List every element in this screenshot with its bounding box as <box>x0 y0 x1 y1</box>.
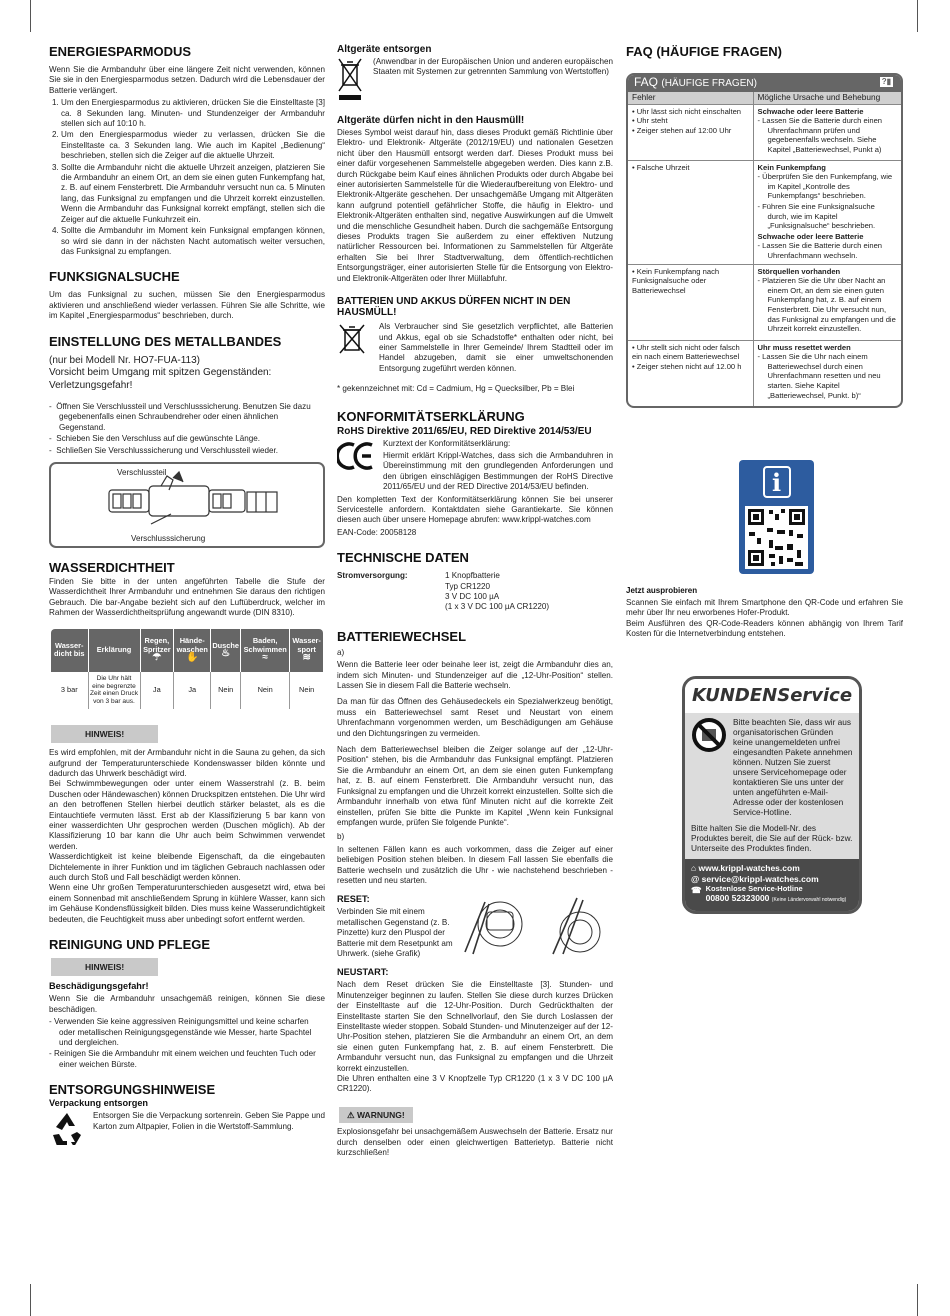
faq-error: • Zeiger stehen nicht auf 12.00 h <box>632 361 742 371</box>
td-bar: 3 bar <box>50 672 88 710</box>
customer-service-contacts <box>685 859 859 914</box>
column-middle <box>337 44 613 1160</box>
td-dusche: Nein <box>211 672 241 710</box>
konf-row <box>337 439 613 495</box>
faq-table <box>628 92 901 406</box>
qr-section <box>626 585 903 642</box>
tech-line: 1 Knopfbatterie <box>445 571 500 581</box>
crossed-battery-bin-icon <box>337 322 367 356</box>
faq-col-ursache: Mögliche Ursache und Behebung <box>753 92 901 104</box>
faq-cause-title: Schwache oder leere Batterie <box>757 106 864 116</box>
faq-cause: - Lassen Sie die Uhr nach einem Batteriewechsel durch einen Uhrenfachmann resetten und neu starten. Siehe Kapitel „Batteriewechsel, Punkt. b)“ <box>757 352 881 400</box>
bw-text4: In seltenen Fällen kann es auch vorkommen, dass die Zeiger auf einer beliebigen Position stehen bleiben. In diesem Fall lassen Sie ebenfalls die Batterie wechseln und zusätzlich die Uhr - wie nachstehend beschrieben - resetten und neu starten. <box>337 844 613 885</box>
pack-title: Verpackung entsorgen <box>49 1098 149 1109</box>
th-wasserdicht: Wasser-dicht bis <box>50 628 88 672</box>
th-wassersport: Wasser-sport ≋ <box>290 628 324 672</box>
faq-cause: - Überprüfen Sie den Funkempfang, wie im Kapitel „Kontrolle des Funkempfangs“ beschrieben. - Führen Sie eine Funksignalsuche durch, wie im Kapitel „Funksignalsuche“ beschrieben. <box>757 172 893 231</box>
battery-title: BATTERIEN UND AKKUS DÜRFEN NICHT IN DEN HAUSMÜLL! <box>337 296 571 319</box>
faq-box-header: FAQ (HÄUFIGE FRAGEN) ?▮ <box>628 75 901 92</box>
td-regen: Ja <box>140 672 174 710</box>
faq-row <box>628 340 901 406</box>
old-row <box>337 57 613 101</box>
battery-note: * gekennzeichnet mit: Cd = Cadmium, Hg = Quecksilber, Pb = Blei <box>337 384 575 394</box>
tech-line: Typ CR1220 <box>445 581 490 591</box>
water-text: Finden Sie bitte in der unten angeführten Tabelle die Stufe der Wasserdichtheit Ihrer Armbanduhr und entnehmen Sie daraus den richtigen Gebrauch. Die bar-Angabe bezieht sich auf den Luftüberdruck, welcher im Rahmen der Wasserdichtheitsprüfung angewandt wurde (DIN 8310). <box>49 577 325 618</box>
band-warning: Vorsicht beim Umgang mit spitzen Gegenständen: Verletzungsgefahr! <box>49 367 272 391</box>
faq-col-fehler: Fehler <box>628 92 753 104</box>
td-baden: Nein <box>241 672 290 710</box>
qr-text: Scannen Sie einfach mit Ihrem Smartphone den QR-Code und erfahren Sie mehr über Ihr neu erworbenes Hofer-Produkt. Beim Ausführen des QR-Code-Readers können abhängig von Ihrem Tarif Kosten für die Internetverbindung entstehen. <box>626 598 903 639</box>
notwaste-text: Dieses Symbol weist darauf hin, dass dieses Produkt gemäß Richtlinie über Elektro- und Elektronik- Altgeräte (2012/19/EU) und nationalen Gesetzen nicht über den Hausmüll entsorgt werden darf. Dieses Produkt muss bei einer dafür vorgesehenen Sammelstelle abgegeben werden. Dies kann z.B. durch Rückgabe beim Kauf eines ähnlichen Produkts oder durch Abgabe bei einer autorisierten Sammelstelle für die Wiederaufbereitung von Elektro- und Elektronik-Altgeräte geschehen. Der unsachgemäße Umgang mit Altgeräten kann aufgrund potentiell gefährlicher Stoffe, die häufig in Elektro- und Elektronik-Altgeräten enthalten sind, negative Auswirkungen auf die Umwelt und die menschliche Gesundheit haben. Durch die sachgemäße Entsorgung dieses Produkts tragen Sie außerdem zu einer effektiven Nutzung natürlicher Ressourcen bei. Informationen zu Sammelstellen für Altgeräte erhalten Sie bei Ihrer Stadtverwaltung, dem öffentlich-rechtlichen Entsorgungsträger, einer autorisierten Stelle für die Entsorgung von Elektro- und Elektronik-Altgeräten oder Ihrer Müllabfuhr. <box>337 128 613 283</box>
faq-title: FAQ (HÄUFIGE FRAGEN) <box>626 44 782 59</box>
energy-step: 2. Um den Energiesparmodus wieder zu verlassen, drücken Sie die Einstelltaste ca. 3 Sekunden lang. Wie auch im Kapitel „Bedienung“ beschrieben, stellen sich die Zeiger auf die aktuelle Uhrzeit. <box>61 130 325 161</box>
hinweis-label: HINWEIS! <box>51 958 158 976</box>
faq-box <box>626 73 903 408</box>
pack-text: Entsorgen Sie die Verpackung sortenrein. Geben Sie Pappe und Karton zum Altpapier, Folien in die Wertstoff-Sammlung. <box>93 1111 325 1131</box>
column-right <box>626 44 903 639</box>
bw-text1: Wenn die Batterie leer oder beinahe leer ist, zeigt die Armbanduhr dies an, indem sich Minuten- und Stundenzeiger auf die „12-Uhr-Position“ stellen. Lassen Sie in diesem Fall die Batterie wechseln. <box>337 660 613 691</box>
clean-step: - Reinigen Sie die Armbanduhr mit einem weichen und feuchten Tuch oder einer weichen Bürste. <box>49 1049 316 1069</box>
ean-code: EAN-Code: 20058128 <box>337 527 417 537</box>
battery-text: Als Verbraucher sind Sie gesetzlich verpflichtet, alle Batterien und Akkus, egal ob sie Schadstoffe* enthalten oder nicht, bei einer Sammelstelle in Ihrer Gemeinde/ Ihrem Stadtteil oder im Handel abzugeben, damit sie einer umweltschonenden Entsorgung zugeführt werden können. <box>379 322 613 373</box>
old-text: (Anwendbar in der Europäischen Union und anderen europäischen Staaten mit Systemen zur getrennten Sammlung von Wertstoffen) <box>373 57 613 77</box>
question-icon: ?▮ <box>881 77 891 86</box>
konf-sub: RoHS Direktive 2011/65/EU, RED Direktive 2014/53/EU <box>337 425 592 437</box>
td-wassersport: Nein <box>299 685 315 695</box>
band-step: - Schließen Sie Verschlusssicherung und Verschlussteil wieder. <box>49 445 278 455</box>
customer-service-logo: KUNDENService <box>685 679 859 713</box>
td-erklaerung: Die Uhr hält eine begrenzte Zeit einen Druck von 3 bar aus. <box>88 672 140 710</box>
tech-line: (1 x 3 V DC 100 µA CR1220) <box>445 602 550 612</box>
home-icon: ⌂ <box>691 863 697 873</box>
konf-short: Kurztext der Konformitätserklärung: <box>383 438 511 448</box>
energy-step: 1. Um den Energiesparmodus zu aktivieren, drücken Sie die Einstelltaste [3] ca. 8 Sekunden lang. Minuten- und Stundenzeiger der Armbanduhr stellen sich auf 10:10 h. <box>61 98 325 129</box>
neu-text: Nach dem Reset drücken Sie die Einstelltaste [3]. Stunden- und Minutenzeiger beginnen zu laufen. Stellen Sie diese durch kurzes Drücken der Einstelltaste auf die 12-Uhr-Position. Durch Gedrückthalten der Einstelltaste starten Sie den Schnellvorlauf, den Sie durch Loslassen der Einstelltaste wieder stoppen. Sobald Stunden- und Minutenzeiger auf der 12-Uhr-Position stehen, platzieren Sie die Armbanduhr an einem Ort, an dem sie einen guten Funkempfang hat, z. B. auf einem Fensterbrett. Die Armbanduhr versucht nun, das Funksignal zu empfangen und die Uhrzeit korrekt einzustellen. Die Uhren enthalten eine 3 V Knopfzelle Typ CR1220 (1 x 3 V DC 100 µA CR1220). <box>337 980 613 1094</box>
column-left <box>49 44 325 1145</box>
faq-cause-title: Schwache oder leere Batterie <box>757 231 864 241</box>
info-icon: i <box>763 466 791 498</box>
faq-row <box>628 264 901 340</box>
recycle-icon <box>49 1111 85 1145</box>
label-verschlusssicherung: Verschlusssicherung <box>131 534 206 544</box>
energy-step: 3. Sollte die Armbanduhr nicht die aktuelle Uhrzeit anzeigen, platzieren Sie die Armbanduhr an einem Ort, an dem sie einen guten Funkempfang hat, z. B. auf einem Fensterbrett. Die Armbanduhr versucht nun ca. 5 Minuten lang, das Funksignal zu empfangen und die Uhrzeit korrekt einzustellen. Wenn die Armbanduhr das Funksignal korrekt empfängt, stellen sich die Zeiger auf die aktuelle Funkuhrzeit ein. <box>61 163 325 225</box>
customer-service-box <box>682 676 862 914</box>
water-note: Es wird empfohlen, mit der Armbanduhr nicht in die Sauna zu gehen, da sich aufgrund der Temperaturunterschiede Kondenswasser bilden könnte und dadurch das Uhrwerk beschädigt wird. Bei Schwimmbewegungen oder unter einem Wasserstrahl (z. B. beim Duschen oder Händewaschen) können Druckspitzen entstehen. Die Uhr wird an den betroffenen Stellen hierbei deutlich stärker belastet, als es die Eintauchtiefe vermuten lässt. Erst ab der Klassifizierung 5 bar kann von einer wasserdichten Uhr gesprochen werden (Duschen möglich). Ab der Klassifizierung 10 bar kann die Uhr auch beim Schwimmen verwendet werden. Wasserdichtigkeit ist keine bleibende Eigenschaft, da die eingebauten Dichtelemente in ihrer Funktion und im täglichen Gebrauch nachlassen oder auch durch Stoß und Fall beschädigt werden können. Wenn eine Uhr großen Temperaturunterschieden ausgesetzt wird, etwa bei einem Sonnenbad mit anschließendem Sprung in kühlere Wasser, kann sich im Gehäuse Kondensflüssigkeit bilden. Dies muss keine Wasserundichtigkeit bedeuten, die Feuchtigkeit muss aber unbedingt sofort entfernt werden. <box>49 748 325 924</box>
faq-row <box>628 160 901 264</box>
faq-error: • Falsche Uhrzeit <box>632 162 690 172</box>
clean-title: REINIGUNG UND PFLEGE <box>49 937 211 952</box>
faq-error: • Zeiger stehen auf 12:00 Uhr <box>632 125 732 135</box>
reset-row <box>337 894 613 961</box>
funk-title: FUNKSIGNALSUCHE <box>49 269 180 285</box>
faq-error: • Uhr steht <box>632 116 668 126</box>
bw-a: a) <box>337 647 345 657</box>
no-parcel-icon <box>691 717 727 753</box>
water-title: WASSERDICHTHEIT <box>49 560 175 576</box>
faq-error: • Uhr stellt sich nicht oder falsch ein nach einem Batteriewechsel <box>632 342 740 362</box>
th-regen: Regen, Spritzer ☂ <box>140 628 174 672</box>
konf-text2: Den kompletten Text der Konformitätserklärung können Sie bei unserer Servicestelle anfordern. Kontaktdaten siehe Garantiekarte. Sie können diesen auch über unsere Homepage abrufen: www.krippl-watches.com <box>337 494 613 525</box>
faq-error: • Uhr lässt sich nicht einschalten <box>632 106 742 116</box>
customer-service-text1: Bitte beachten Sie, dass wir aus organisatorischen Gründen keine unangemeldeten unfrei eingesandten Pakete annehmen können. Nutzen Sie zuerst unsere Servicehomepage oder kontaktieren Sie uns unter der unten angeführten e-Mail-Adresse oder der kostenlosen Service-Hotline. <box>733 717 853 817</box>
funk-text: Um das Funksignal zu suchen, müssen Sie den Energiesparmodus aktivieren und anschließend wieder verlassen. Führen Sie alle Schritte, wie im Kapitel „Energiesparmodus“ beschrieben, durch. <box>49 290 325 321</box>
clean-step: - Verwenden Sie keine aggressiven Reinigungsmittel und keine scharfen oder metallischen Reinigungsgegenstände wie Messer, harte Spachtel und dergleichen. <box>49 1017 312 1048</box>
warning-text: Explosionsgefahr bei unsachgemäßem Auswechseln der Batterie. Ersatz nur durch denselben oder einen gleichwertigen Batterietyp. Batterie nicht kurzschließen! <box>337 1127 613 1158</box>
bw-text3: Nach dem Batteriewechsel bleiben die Zeiger solange auf der „12-Uhr-Position“ stehen, bis die Armbanduhr das Funksignal empfängt. Platzieren Sie die Armbanduhr an einem Ort, an dem sie einen guten Funkempfang hat, z. B. auf einem Fensterbrett. Die Armbanduhr versucht nun, das Funksignal zu empfangen und die Uhrzeit korrekt einzustellen. Sollte sich die Armbanduhr innerhalb von etwa fünf Minuten nicht auf die korrekte Zeit einstellen, prüfen Sie bitte die Punkte im Kapitel „Wenn kein Funksignal empfangen wurde, prüfen Sie folgende Punkte“. <box>337 745 613 827</box>
hinweis-label: HINWEIS! <box>51 725 158 743</box>
reset-title: RESET: <box>337 894 370 905</box>
reset-diagram <box>455 894 613 960</box>
bw-title: BATTERIEWECHSEL <box>337 628 467 644</box>
at-icon: @ <box>691 874 700 884</box>
email-link[interactable]: @ service@krippl-watches.com <box>691 874 819 884</box>
customer-service-info <box>685 713 859 859</box>
konf-title: KONFORMITÄTSERKLÄRUNG <box>337 408 525 424</box>
tech-title: TECHNISCHE DATEN <box>337 550 469 566</box>
clean-text: Wenn Sie die Armbanduhr unsachgemäß reinigen, können Sie diese beschädigen. <box>49 994 325 1014</box>
band-step: - Schieben Sie den Verschluss auf die gewünschte Länge. <box>49 434 261 444</box>
th-baden: Baden, Schwimmen ≈ <box>241 628 290 672</box>
band-step: - Öffnen Sie Verschlussteil und Verschlusssicherung. Benutzen Sie dazu gegebenenfalls einen Schraubendreher oder einen ähnlichen Gegenstand. <box>49 402 311 432</box>
pack-row <box>49 1111 325 1145</box>
faq-row <box>628 104 901 160</box>
customer-service-text2: Bitte halten Sie die Modell-Nr. des Produktes bereit, die Sie auf der Rück- bzw. Unterseite des Produktes finden. <box>691 823 853 853</box>
energy-intro: Wenn Sie die Armbanduhr über eine längere Zeit nicht verwenden, können Sie sie in den Energiesparmodus setzen. Dadurch wird die Lebensdauer der Batterie verlängert. <box>49 65 325 95</box>
water-table <box>49 627 325 711</box>
bw-text2: Da man für das Öffnen des Gehäusedeckels ein Spezialwerkzeug benötigt, muss ein Batteriewechsel samt Reset und Neustart von einem Uhrenfachmann vorgenommen werden, um Beschädigungen am Gehäuse und den Dichtungsringen zu vermeiden. <box>337 697 613 738</box>
td-haende: Ja <box>174 672 211 710</box>
neu-title: NEUSTART: <box>337 967 389 978</box>
konf-text: Hiermit erklärt Krippl-Watches, dass sich die Armbanduhren in Übereinstimmung mit den grundlegenden Anforderungen und den übrigen einschlägigen Bestimmungen der RoHS Directive 2011/65/EU und der RED Directive 2014/53/EU befinden. <box>383 450 613 492</box>
band-model: (nur bei Modell Nr. HO7-FUA-113) <box>49 354 200 366</box>
th-dusche: Dusche ♨ <box>211 628 241 672</box>
qr-code[interactable] <box>745 506 808 569</box>
warning-icon: ⚠ <box>347 1109 355 1120</box>
label-verschlussteil: Verschlussteil <box>117 468 167 478</box>
crossed-bin-icon <box>337 57 363 101</box>
energy-step: 4. Sollte die Armbanduhr im Moment kein Funksignal empfangen können, so wird sie dann in der nächsten Nacht automatisch weiter versuchen, das Funksignal zu empfangen. <box>61 226 325 257</box>
hotline[interactable]: ☎ Kostenlose Service-Hotline 00800 52323000 (Keine Ländervorwahl notwendig) <box>691 884 847 903</box>
faq-cause-title: Störquellen vorhanden <box>757 266 841 276</box>
bw-b: b) <box>337 832 345 842</box>
faq-cause: - Lassen Sie die Batterie durch einen Uhrenfachmann prüfen und gegebenenfalls wechseln. Siehe Kapitel „Batteriewechsel, Punkt a) <box>757 116 883 154</box>
qr-title: Jetzt ausprobieren <box>626 586 698 595</box>
energy-title: ENERGIESPARMODUS <box>49 44 192 59</box>
band-steps <box>49 402 325 456</box>
th-haende: Hände-waschen ✋ <box>174 628 211 672</box>
clean-steps <box>49 1017 325 1070</box>
old-title: Altgeräte entsorgen <box>337 44 432 55</box>
faq-cause-title: Uhr muss resettet werden <box>757 342 851 352</box>
notwaste-title: Altgeräte dürfen nicht in den Hausmüll! <box>337 115 525 126</box>
ce-mark-icon <box>337 439 375 473</box>
phone-icon: ☎ <box>691 885 702 895</box>
tech-line: 3 V DC 100 µA <box>445 592 500 601</box>
qr-info-card <box>739 460 814 574</box>
faq-cause: - Lassen Sie die Batterie durch einen Uhrenfachmann wechseln. <box>757 241 883 260</box>
faq-cause-title: Kein Funkempfang <box>757 162 826 172</box>
th-erklaerung: Erklärung <box>88 628 140 672</box>
clean-danger: Beschädigungsgefahr! <box>49 981 149 992</box>
tech-row <box>337 571 613 613</box>
reset-text: Verbinden Sie mit einem metallischen Gegenstand (z. B. Pinzette) kurz den Pluspol der Batterie mit dem Resetpunkt am Uhrwerk. (siehe Grafik) <box>337 907 453 958</box>
warning-label: ⚠ WARNUNG! <box>339 1107 413 1123</box>
tech-key: Stromversorgung: <box>337 571 408 581</box>
website-link[interactable]: ⌂ www.krippl-watches.com <box>691 863 800 873</box>
energy-steps <box>61 98 325 257</box>
faq-cause: - Platzieren Sie die Uhr über Nacht an einem Ort, an dem sie einen guten Funkempfang hat, z. B. auf einem Fensterbrett. Die Uhr versucht nun, das Funksignal zu empfangen und die Uhrzeit korrekt einzustellen. <box>757 276 896 334</box>
band-title: EINSTELLUNG DES METALLBANDES <box>49 333 282 349</box>
battery-row <box>337 322 613 376</box>
faq-error: • Kein Funkempfang nach Funksignalsuche oder Batteriewechsel <box>632 266 720 295</box>
band-illustration <box>49 462 325 548</box>
dispose-title: ENTSORGUNGSHINWEISE <box>49 1082 216 1098</box>
